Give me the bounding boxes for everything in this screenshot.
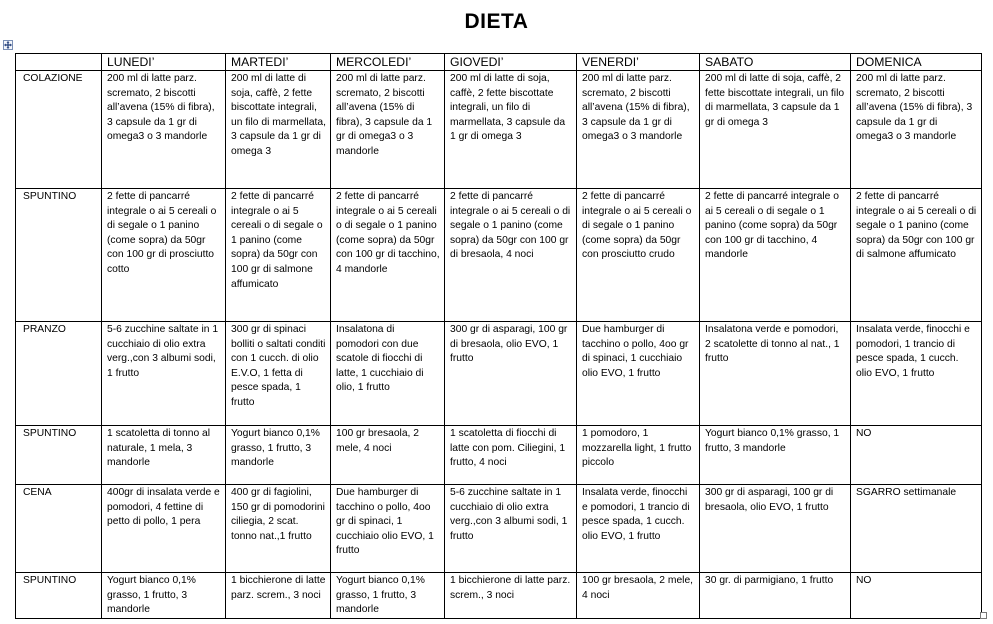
meal-cell[interactable]: 200 ml di latte parz. scremato, 2 biscotti all’avena (15% di fibra), 3 capsule da 1 gr di omega3 o 3 mandorle (851, 71, 982, 189)
meal-cell[interactable]: 30 gr. di parmigiano, 1 frutto (700, 573, 851, 619)
meal-cell[interactable]: 2 fette di pancarré integrale o ai 5 cereali o di segale o 1 panino (come sopra) da 50gr con 100 gr di salmone affumicato (851, 189, 982, 322)
meal-cell[interactable]: Due hamburger di tacchino o pollo, 4oo gr di spinaci, 1 cucchiaio olio EVO, 1 frutto (331, 485, 445, 573)
meal-cell[interactable]: 5-6 zucchine saltate in 1 cucchiaio di olio extra verg.,con 3 albumi sodi, 1 frutto (102, 322, 226, 426)
day-header[interactable]: SABATO (700, 54, 851, 71)
meal-cell[interactable]: Yogurt bianco 0,1% grasso, 1 frutto, 3 mandorle (331, 573, 445, 619)
header-row (16, 54, 982, 71)
day-header[interactable]: MERCOLEDI’ (331, 54, 445, 71)
day-header[interactable]: DOMENICA (851, 54, 982, 71)
header-corner-cell[interactable] (16, 54, 102, 71)
meal-cell[interactable]: 2 fette di pancarré integrale o ai 5 cereali o di segale o 1 panino (come sopra) da 50gr con 100 gr di salmone affumicato (226, 189, 331, 322)
meal-cell[interactable]: 200 ml di latte parz. scremato, 2 biscotti all’avena (15% di fibra), 3 capsule da 1 gr di omega3 o 3 mandorle (577, 71, 700, 189)
table-row (16, 485, 982, 573)
table-row (16, 426, 982, 485)
table-row (16, 189, 982, 322)
meal-cell[interactable]: 400gr di insalata verde e pomodori, 4 fettine di petto di pollo, 1 pera (102, 485, 226, 573)
meal-cell[interactable]: 200 ml di latte di soja, caffè, 2 fette biscottate integrali, un filo di marmellata, 3 capsule da 1 gr di omega 3 (445, 71, 577, 189)
table-move-handle-icon[interactable] (3, 40, 13, 50)
meal-cell[interactable]: 2 fette di pancarré integrale o ai 5 cereali o di segale o 1 panino (come sopra) da 50gr con 100 gr di bresaola, 4 noci (445, 189, 577, 322)
day-header[interactable]: VENERDI’ (577, 54, 700, 71)
meal-cell[interactable]: Yogurt bianco 0,1% grasso, 1 frutto, 3 mandorle (102, 573, 226, 619)
meal-label[interactable]: SPUNTINO (16, 189, 102, 322)
meal-cell[interactable]: 2 fette di pancarré integrale o ai 5 cereali o di segale o 1 panino (come sopra) da 50gr con 100 gr di tacchino, 4 mandorle (331, 189, 445, 322)
meal-cell[interactable]: 100 gr bresaola, 2 mele, 4 noci (577, 573, 700, 619)
meal-cell[interactable]: 300 gr di asparagi, 100 gr di bresaola, olio EVO, 1 frutto (700, 485, 851, 573)
table-row (16, 71, 982, 189)
meal-cell[interactable]: Yogurt bianco 0,1% grasso, 1 frutto, 3 mandorle (700, 426, 851, 485)
meal-cell[interactable]: Insalatona verde e pomodori, 2 scatolette di tonno al nat., 1 frutto (700, 322, 851, 426)
meal-cell[interactable]: 1 bicchierone di latte parz. screm., 3 noci (445, 573, 577, 619)
meal-cell[interactable]: NO (851, 426, 982, 485)
meal-cell[interactable]: 200 ml di latte parz. scremato, 2 biscotti all’avena (15% di fibra), 3 capsule da 1 gr di omega3 o 3 mandorle (102, 71, 226, 189)
meal-cell[interactable]: 200 ml di latte parz. scremato, 2 biscotti all’avena (15% di fibra), 3 capsule da 1 gr di omega3 o 3 mandorle (331, 71, 445, 189)
table-row (16, 573, 982, 619)
meal-label[interactable]: COLAZIONE (16, 71, 102, 189)
meal-cell[interactable]: SGARRO settimanale (851, 485, 982, 573)
meal-cell[interactable]: 200 ml di latte di soja, caffè, 2 fette biscottate integrali, un filo di marmellata, 3 capsule da 1 gr di omega 3 (700, 71, 851, 189)
meal-cell[interactable]: 400 gr di fagiolini, 150 gr di pomodorini ciliegia, 2 scat. tonno nat.,1 frutto (226, 485, 331, 573)
day-header[interactable]: LUNEDI’ (102, 54, 226, 71)
meal-cell[interactable]: 1 bicchierone di latte parz. screm., 3 noci (226, 573, 331, 619)
meal-cell[interactable]: 1 pomodoro, 1 mozzarella light, 1 frutto piccolo (577, 426, 700, 485)
meal-cell[interactable]: 2 fette di pancarré integrale o ai 5 cereali o di segale o 1 panino (come sopra) da 50gr con 100 gr di prosciutto cotto (102, 189, 226, 322)
diet-table (15, 53, 982, 619)
meal-cell[interactable]: 100 gr bresaola, 2 mele, 4 noci (331, 426, 445, 485)
table-row (16, 322, 982, 426)
meal-cell[interactable]: Insalata verde, finocchi e pomodori, 1 trancio di pesce spada, 1 cucch. olio EVO, 1 frutto (577, 485, 700, 573)
meal-cell[interactable]: 1 scatoletta di tonno al naturale, 1 mela, 3 mandorle (102, 426, 226, 485)
table-resize-handle[interactable] (980, 612, 987, 619)
meal-cell[interactable]: Yogurt bianco 0,1% grasso, 1 frutto, 3 mandorle (226, 426, 331, 485)
day-header[interactable]: GIOVEDI’ (445, 54, 577, 71)
meal-label[interactable]: CENA (16, 485, 102, 573)
meal-label[interactable]: SPUNTINO (16, 573, 102, 619)
meal-label[interactable]: SPUNTINO (16, 426, 102, 485)
meal-cell[interactable]: 1 scatoletta di fiocchi di latte con pom. Ciliegini, 1 frutto, 4 noci (445, 426, 577, 485)
meal-cell[interactable]: Insalata verde, finocchi e pomodori, 1 trancio di pesce spada, 1 cucch. olio EVO, 1 frutto (851, 322, 982, 426)
meal-cell[interactable]: 2 fette di pancarré integrale o ai 5 cereali o di segale o 1 panino (come sopra) da 50gr con prosciutto crudo (577, 189, 700, 322)
document-title: DIETA (464, 10, 529, 33)
meal-cell[interactable]: Insalatona di pomodori con due scatole di fiocchi di latte, 1 cucchiaio di olio, 1 frutto (331, 322, 445, 426)
meal-cell[interactable]: 300 gr di spinaci bolliti o saltati conditi con 1 cucch. di olio E.V.O, 1 fetta di pesce spada, 1 frutto (226, 322, 331, 426)
meal-cell[interactable]: NO (851, 573, 982, 619)
meal-cell[interactable]: 2 fette di pancarré integrale o ai 5 cereali o di segale o 1 panino (come sopra) da 50gr con 100 gr di tacchino, 4 mandorle (700, 189, 851, 322)
day-header[interactable]: MARTEDI’ (226, 54, 331, 71)
meal-cell[interactable]: 200 ml di latte di soja, caffè, 2 fette biscottate integrali, un filo di marmellata, 3 capsule da 1 gr di omega 3 (226, 71, 331, 189)
meal-cell[interactable]: 5-6 zucchine saltate in 1 cucchiaio di olio extra verg.,con 3 albumi sodi, 1 frutto (445, 485, 577, 573)
meal-cell[interactable]: Due hamburger di tacchino o pollo, 4oo gr di spinaci, 1 cucchiaio olio EVO, 1 frutto (577, 322, 700, 426)
meal-label[interactable]: PRANZO (16, 322, 102, 426)
meal-cell[interactable]: 300 gr di asparagi, 100 gr di bresaola, olio EVO, 1 frutto (445, 322, 577, 426)
